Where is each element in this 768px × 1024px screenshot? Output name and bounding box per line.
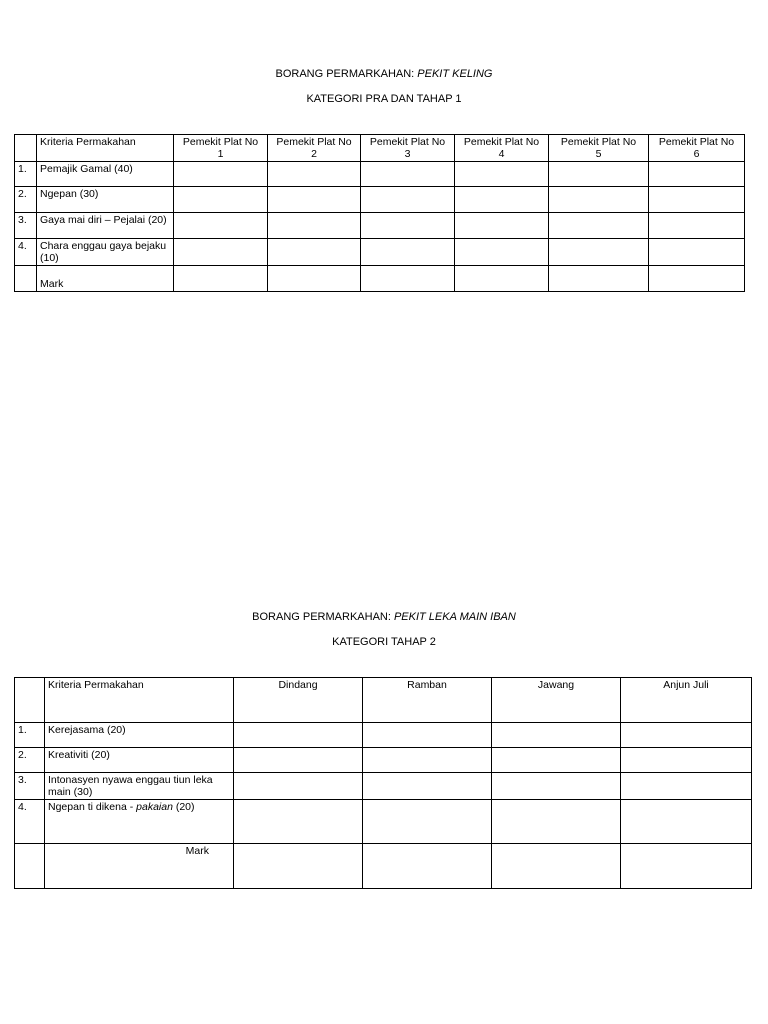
score-cell[interactable]: [621, 773, 752, 800]
form2-col-header: Jawang: [492, 678, 621, 723]
form1-col-header: [649, 135, 745, 162]
score-cell[interactable]: [549, 239, 649, 266]
score-cell[interactable]: [268, 239, 361, 266]
score-cell[interactable]: [455, 213, 549, 239]
score-cell[interactable]: [621, 800, 752, 844]
form2-table: [14, 677, 752, 889]
score-cell[interactable]: [363, 773, 492, 800]
score-cell[interactable]: [268, 187, 361, 213]
row-criteria: Ngepan (30): [37, 187, 174, 213]
form2-title-italic: PEKIT LEKA MAIN IBAN: [393, 611, 516, 623]
criteria-prefix: Ngepan ti dikena -: [48, 801, 137, 813]
mark-label: Mark: [37, 266, 174, 292]
form2-col-header: Dindang: [234, 678, 363, 723]
row-number: 1.: [15, 162, 37, 187]
form2-header-row: [15, 678, 752, 723]
score-cell[interactable]: [649, 266, 745, 292]
row-number: 1.: [15, 723, 45, 748]
score-cell[interactable]: [649, 213, 745, 239]
row-criteria: [45, 800, 234, 844]
form1-subtitle: KATEGORI PRA DAN TAHAP 1: [306, 93, 462, 105]
score-cell[interactable]: [649, 239, 745, 266]
col-header-line1: Pemekit Plat No: [369, 136, 446, 148]
table-row: [15, 213, 745, 239]
score-cell[interactable]: [361, 213, 455, 239]
form1-col-header: [361, 135, 455, 162]
score-cell[interactable]: [174, 239, 268, 266]
form2-header-num: [15, 678, 45, 723]
criteria-suffix: (20): [172, 801, 195, 813]
col-header-line2: 1: [217, 148, 224, 160]
score-cell[interactable]: [234, 723, 363, 748]
row-number: [15, 266, 37, 292]
table-row: [15, 239, 745, 266]
score-cell[interactable]: [492, 773, 621, 800]
score-cell[interactable]: [234, 800, 363, 844]
form1-col-header: [268, 135, 361, 162]
score-cell[interactable]: [621, 748, 752, 773]
score-cell[interactable]: [234, 748, 363, 773]
form1-header-num: [15, 135, 37, 162]
row-criteria: Kreativiti (20): [45, 748, 234, 773]
score-cell[interactable]: [649, 162, 745, 187]
score-cell[interactable]: [174, 213, 268, 239]
score-cell[interactable]: [363, 800, 492, 844]
form1-col-header: [549, 135, 649, 162]
row-criteria: Kerejasama (20): [45, 723, 234, 748]
form1-header-row: [15, 135, 745, 162]
form2-title: [0, 611, 768, 624]
mark-row: [15, 844, 752, 889]
score-cell[interactable]: [549, 162, 649, 187]
table-row: [15, 800, 752, 844]
score-cell[interactable]: [492, 723, 621, 748]
score-cell[interactable]: [455, 162, 549, 187]
score-cell[interactable]: [268, 162, 361, 187]
score-cell[interactable]: [549, 266, 649, 292]
col-header-line2: 5: [595, 148, 602, 160]
col-header-line1: Pemekit Plat No: [276, 136, 352, 148]
score-cell[interactable]: [492, 800, 621, 844]
col-header-line1: Pemekit Plat No: [182, 136, 259, 148]
score-cell[interactable]: [174, 187, 268, 213]
col-header-line2: 2: [311, 148, 317, 160]
form2-header-criteria: Kriteria Permakahan: [45, 678, 234, 723]
score-cell[interactable]: [361, 239, 455, 266]
col-header-line1: Pemekit Plat No: [463, 136, 540, 148]
row-criteria: Pemajik Gamal (40): [37, 162, 174, 187]
col-header-line2: 6: [693, 148, 700, 160]
score-cell[interactable]: [363, 844, 492, 889]
table-row: [15, 162, 745, 187]
criteria-italic: pakaian: [136, 801, 173, 813]
score-cell[interactable]: [361, 162, 455, 187]
row-criteria: Intonasyen nyawa enggau tiun leka main (30): [45, 773, 234, 800]
score-cell[interactable]: [234, 773, 363, 800]
score-cell[interactable]: [363, 723, 492, 748]
form1-col-header: [174, 135, 268, 162]
score-cell[interactable]: [621, 844, 752, 889]
form1-table: [14, 134, 745, 292]
table-row: [15, 187, 745, 213]
row-number: 3.: [15, 773, 45, 800]
table-row: [15, 723, 752, 748]
score-cell[interactable]: [268, 266, 361, 292]
row-number: 4.: [15, 800, 45, 844]
score-cell[interactable]: [492, 844, 621, 889]
row-number: 3.: [15, 213, 37, 239]
score-cell[interactable]: [174, 162, 268, 187]
row-number: 2.: [15, 187, 37, 213]
score-cell[interactable]: [174, 266, 268, 292]
col-header-line1: Pemekit Plat No: [560, 136, 637, 148]
score-cell[interactable]: [621, 723, 752, 748]
form1-header-criteria: Kriteria Permakahan: [37, 135, 174, 162]
score-cell[interactable]: [549, 187, 649, 213]
score-cell[interactable]: [268, 213, 361, 239]
score-cell[interactable]: [649, 187, 745, 213]
form1-title-prefix: BORANG PERMARKAHAN:: [275, 68, 418, 80]
form2-col-header: Ramban: [363, 678, 492, 723]
score-cell[interactable]: [234, 844, 363, 889]
table-row: [15, 773, 752, 800]
score-cell[interactable]: [549, 213, 649, 239]
score-cell[interactable]: [361, 266, 455, 292]
col-header-line1: Pemekit Plat No: [658, 136, 735, 148]
score-cell[interactable]: [455, 187, 549, 213]
table-row: [15, 748, 752, 773]
row-criteria: Gaya mai diri – Pejalai (20): [37, 213, 174, 239]
score-cell[interactable]: [492, 748, 621, 773]
row-number: 4.: [15, 239, 37, 266]
col-header-line2: 4: [498, 148, 505, 160]
form1-title: [0, 68, 768, 81]
form1-title-italic: PEKIT KELING: [417, 68, 493, 80]
form2-col-header: Anjun Juli: [621, 678, 752, 723]
score-cell[interactable]: [455, 266, 549, 292]
form1-col-header: [455, 135, 549, 162]
row-number: 2.: [15, 748, 45, 773]
mark-label: Mark: [45, 844, 234, 889]
score-cell[interactable]: [455, 239, 549, 266]
score-cell[interactable]: [363, 748, 492, 773]
row-number: [15, 844, 45, 889]
row-criteria: Chara enggau gaya bejaku (10): [37, 239, 174, 266]
form2-subtitle: KATEGORI TAHAP 2: [332, 636, 436, 648]
col-header-line2: 3: [404, 148, 411, 160]
form2-title-prefix: BORANG PERMARKAHAN:: [252, 611, 394, 623]
mark-row: [15, 266, 745, 292]
score-cell[interactable]: [361, 187, 455, 213]
